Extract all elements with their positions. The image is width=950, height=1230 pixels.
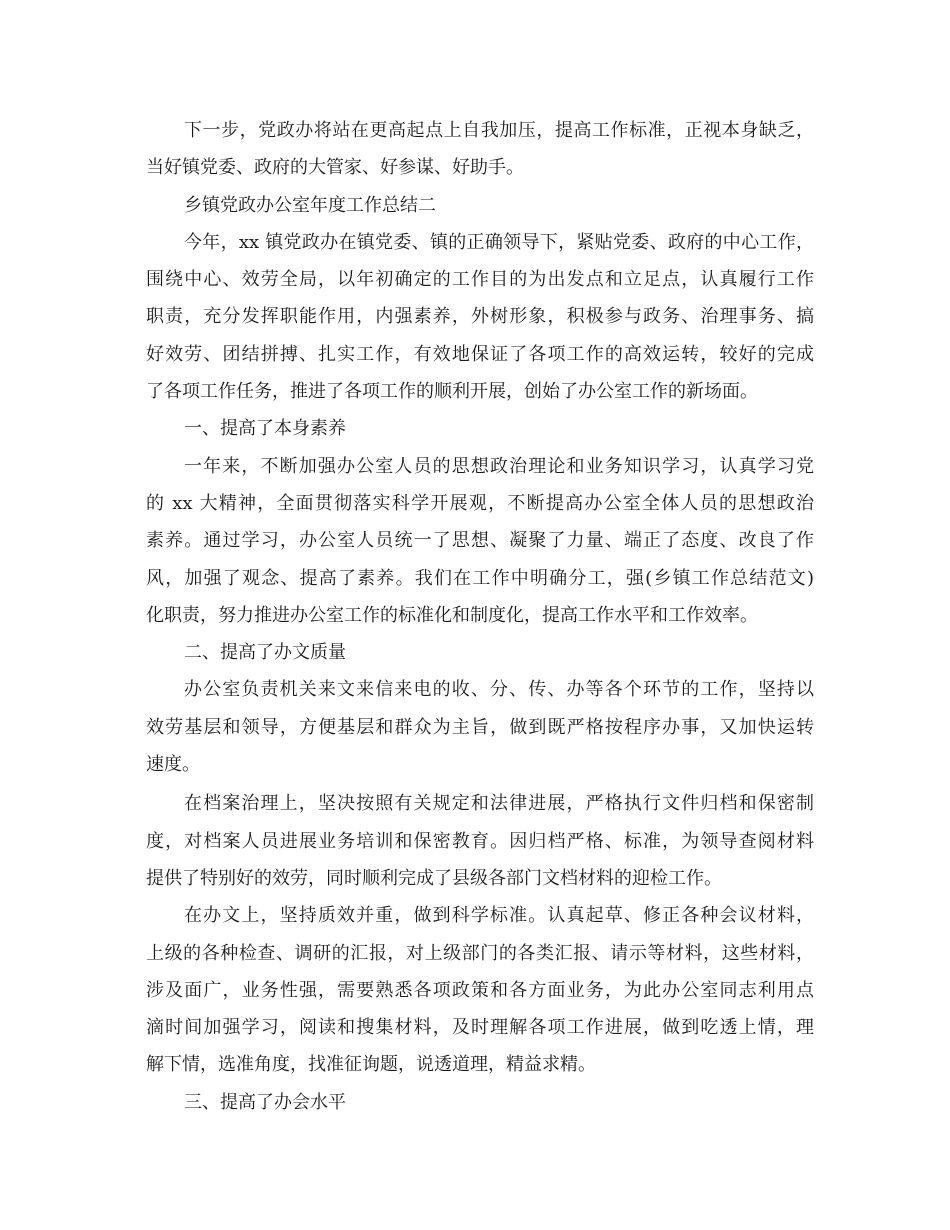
paragraph-line: 提供了特别好的效劳，同时顺利完成了县级各部门文档材料的迎检工作。 [146, 867, 722, 889]
section-heading: 三、提高了办会水平 [184, 1091, 346, 1113]
paragraph-line: 的 xx 大精神，全面贯彻落实科学开展观，不断提高办公室全体人员的思想政治 [146, 492, 814, 514]
paragraph-line: 涉及面广，业务性强，需要熟悉各项政策和各方面业务，为此办公室同志利用点 [146, 979, 814, 1001]
paragraph-line: 滴时间加强学习，阅读和搜集材料，及时理解各项工作进展，做到吃透上情，理 [146, 1017, 814, 1039]
paragraph-line: 一年来，不断加强办公室人员的思想政治理论和业务知识学习，认真学习党 [184, 455, 814, 477]
paragraph-line: 风，加强了观念、提高了素养。我们在工作中明确分工，强(乡镇工作总结范文) [146, 567, 814, 589]
paragraph-line: 速度。 [146, 754, 200, 776]
section-heading: 一、提高了本身素养 [184, 418, 346, 440]
document-body [146, 112, 814, 1121]
paragraph-line: 在办文上，坚持质效并重，做到科学标准。认真起草、修正各种会议材料， [184, 905, 814, 927]
paragraph-line: 了各项工作任务，推进了各项工作的顺利开展，创始了办公室工作的新场面。 [146, 381, 758, 403]
paragraph-line: 解下情，选准角度，找准征询题，说透道理，精益求精。 [146, 1054, 596, 1076]
paragraph-line: 素养。通过学习，办公室人员统一了思想、凝聚了力量、端正了态度、改良了作 [146, 530, 814, 552]
paragraph-line: 当好镇党委、政府的大管家、好参谋、好助手。 [146, 157, 524, 179]
paragraph-line: 围绕中心、效劳全局，以年初确定的工作目的为出发点和立足点，认真履行工作 [146, 269, 814, 291]
paragraph-line: 好效劳、团结拼搏、扎实工作，有效地保证了各项工作的高效运转，较好的完成 [146, 343, 814, 365]
section-title: 乡镇党政办公室年度工作总结二 [184, 194, 436, 216]
paragraph-line: 在档案治理上，坚决按照有关规定和法律进展，严格执行文件归档和保密制 [184, 793, 814, 815]
paragraph-line: 度，对档案人员进展业务培训和保密教育。因归档严格、标准，为领导查阅材料 [146, 830, 814, 852]
paragraph-line: 职责，充分发挥职能作用，内强素养，外树形象，积极参与政务、治理事务、搞 [146, 306, 814, 328]
paragraph-line: 效劳基层和领导，方便基层和群众为主旨，做到既严格按程序办事，又加快运转 [146, 716, 814, 738]
paragraph-line: 化职责，努力推进办公室工作的标准化和制度化，提高工作水平和工作效率。 [146, 604, 758, 626]
paragraph-line: 今年，xx 镇党政办在镇党委、镇的正确领导下，紧贴党委、政府的中心工作， [184, 231, 814, 253]
paragraph-line: 上级的各种检查、调研的汇报，对上级部门的各类汇报、请示等材料，这些材料， [146, 942, 814, 964]
paragraph-line: 办公室负责机关来文来信来电的收、分、传、办等各个环节的工作，坚持以 [184, 679, 814, 701]
section-heading: 二、提高了办文质量 [184, 642, 346, 664]
paragraph-line: 下一步，党政办将站在更高起点上自我加压，提高工作标准，正视本身缺乏， [184, 120, 814, 141]
